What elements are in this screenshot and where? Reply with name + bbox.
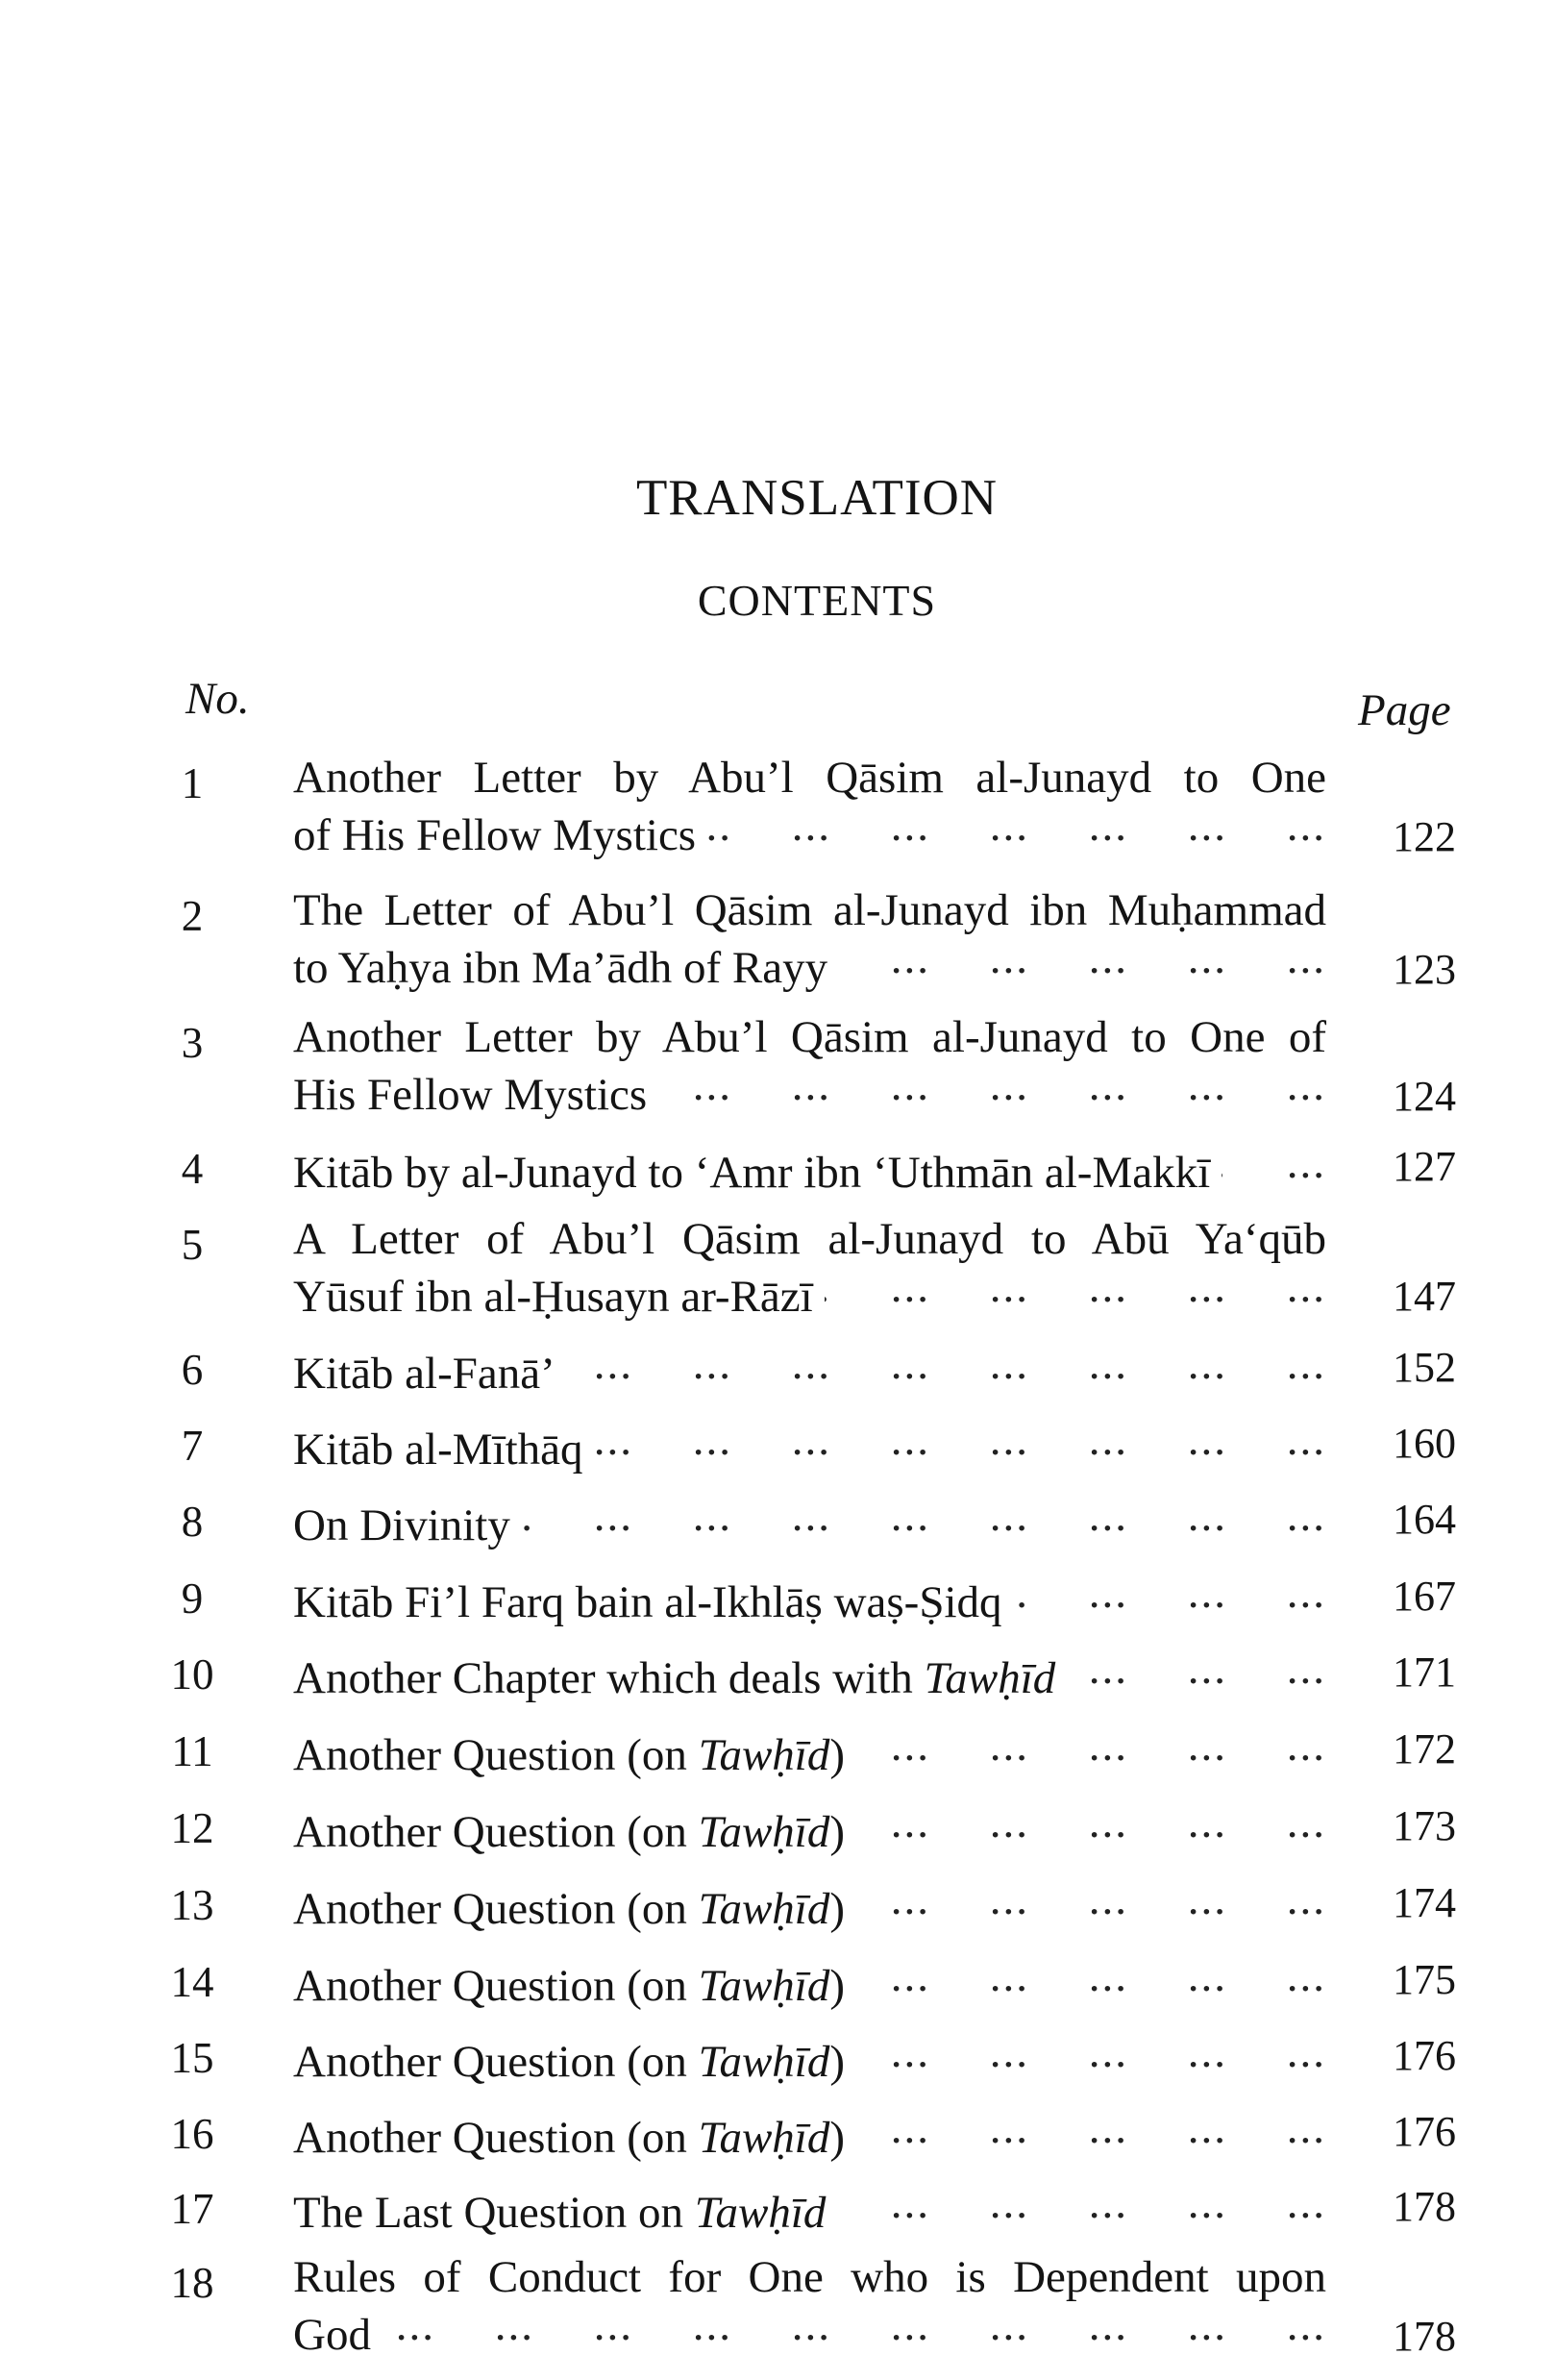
entry-page: 122 xyxy=(1393,813,1456,860)
toc-entry xyxy=(0,1722,1555,1798)
leader-dots xyxy=(856,2028,1326,2076)
leader-dots xyxy=(1067,1645,1326,1693)
entry-number: 5 xyxy=(181,1221,204,1269)
entry-number: 14 xyxy=(170,1958,214,2006)
toc-entry xyxy=(0,2028,1555,2104)
entry-title: Kitāb Fi’l Farq bain al-Ikhlāṣ waṣ-Ṣidq ... . xyxy=(293,1569,1326,1617)
leader-dots xyxy=(1014,1569,1326,1617)
leader-dots xyxy=(522,1492,1326,1540)
entry-page: 123 xyxy=(1393,946,1456,993)
entry-number: 18 xyxy=(170,2259,214,2307)
entry-number: 1 xyxy=(181,759,204,807)
entry-title: The Last Question on Tawḥīd ... . xyxy=(293,2179,1326,2227)
toc-entry xyxy=(0,886,1555,1013)
entry-page: 178 xyxy=(1393,2183,1456,2230)
toc-entry xyxy=(0,1952,1555,2028)
entry-title: Another Question (on Tawḥīd) ... . xyxy=(293,2028,1326,2076)
entry-number: 16 xyxy=(170,2110,214,2158)
entry-title: Another Question (on Tawḥīd) ... . xyxy=(293,1952,1326,2000)
entry-number: 9 xyxy=(181,1574,204,1623)
leader-dots xyxy=(1222,1139,1326,1187)
entry-title: The Letter of Abu’l Qāsim al-Junayd ibn Muḥammad to Yaḥya ibn Ma’ādh of Rayy ... . xyxy=(293,886,1326,982)
entry-number: 11 xyxy=(171,1727,213,1775)
entry-page: 176 xyxy=(1393,2032,1456,2079)
entry-number: 4 xyxy=(181,1145,204,1193)
toc-entry xyxy=(0,1875,1555,1952)
entry-title: Another Letter by Abu’l Qāsim al-Junayd to One of His Fellow Mystics ... . xyxy=(293,754,1326,850)
toc-entry xyxy=(0,2253,1555,2380)
entry-page: 172 xyxy=(1393,1725,1456,1773)
entry-page: 171 xyxy=(1393,1649,1456,1696)
entry-title: Kitāb al-Fanā’ ... . xyxy=(293,1340,1326,1388)
toc-entry xyxy=(0,1569,1555,1645)
entry-title: Another Letter by Abu’l Qāsim al-Junayd to One of His Fellow Mystics ... . xyxy=(293,1013,1326,1109)
toc-entry xyxy=(0,1215,1555,1340)
entry-page: 164 xyxy=(1393,1496,1456,1543)
section-heading: CONTENTS xyxy=(697,576,937,625)
leader-dots xyxy=(856,1952,1326,2000)
leader-dots xyxy=(707,802,1326,850)
entry-number: 12 xyxy=(170,1804,214,1852)
leader-dots xyxy=(383,2301,1326,2349)
entry-page: 167 xyxy=(1393,1573,1456,1620)
entry-title: A Letter of Abu’l Qāsim al-Junayd to Abū Ya‘qūb Yūsuf ibn al-Ḥusayn ar-Rāzī ... . xyxy=(293,1215,1326,1311)
leader-dots xyxy=(856,1798,1326,1847)
leader-dots xyxy=(839,934,1326,982)
column-header-page: Page xyxy=(1358,685,1451,735)
entry-title: Kitāb al-Mīthāq ... . xyxy=(293,1416,1326,1464)
entry-number: 15 xyxy=(170,2034,214,2082)
entry-title: Another Question (on Tawḥīd) ... . xyxy=(293,1875,1326,1923)
leader-dots xyxy=(595,1416,1326,1464)
toc-entry xyxy=(0,1340,1555,1416)
entry-title: On Divinity ... . xyxy=(293,1492,1326,1540)
leader-dots xyxy=(567,1340,1326,1388)
entry-page: 175 xyxy=(1393,1956,1456,2003)
entry-page: 160 xyxy=(1393,1420,1456,1467)
leader-dots xyxy=(825,1263,1326,1311)
entry-number: 7 xyxy=(181,1422,204,1470)
column-header-number: No. xyxy=(185,674,250,724)
entry-number: 2 xyxy=(181,892,204,940)
leader-dots xyxy=(837,2179,1326,2227)
entry-page: 178 xyxy=(1393,2313,1456,2360)
entry-title: Another Question (on Tawḥīd) ... . xyxy=(293,2104,1326,2152)
page-title: TRANSLATION xyxy=(635,470,999,526)
entry-number: 10 xyxy=(170,1650,214,1698)
entry-number: 8 xyxy=(181,1498,204,1546)
entry-page: 176 xyxy=(1393,2108,1456,2155)
entry-number: 17 xyxy=(170,2185,214,2233)
toc-entry xyxy=(0,1416,1555,1492)
entry-number: 3 xyxy=(181,1019,204,1067)
toc-entry xyxy=(0,1013,1555,1139)
toc-entry xyxy=(0,754,1555,886)
entry-page: 124 xyxy=(1393,1073,1456,1120)
entry-title: Kitāb by al-Junayd to ‘Amr ibn ‘Uthmān al-Makkī ... . xyxy=(293,1139,1326,1187)
entry-title: Another Question (on Tawḥīd) ... . xyxy=(293,1722,1326,1770)
toc-entry xyxy=(0,1139,1555,1215)
leader-dots xyxy=(658,1061,1326,1109)
entry-title: Another Chapter which deals with Tawḥīd ... . xyxy=(293,1645,1326,1693)
entry-page: 152 xyxy=(1393,1344,1456,1391)
leader-dots xyxy=(856,1722,1326,1770)
leader-dots xyxy=(856,1875,1326,1923)
entry-page: 173 xyxy=(1393,1802,1456,1849)
leader-dots xyxy=(856,2104,1326,2152)
entry-number: 13 xyxy=(170,1881,214,1929)
entry-title: Rules of Conduct for One who is Dependent upon God ... . xyxy=(293,2253,1326,2349)
entry-number: 6 xyxy=(181,1346,204,1394)
toc-entry xyxy=(0,1645,1555,1722)
toc-entry xyxy=(0,1492,1555,1569)
contents-list xyxy=(0,754,1555,2380)
entry-page: 127 xyxy=(1393,1143,1456,1190)
toc-entry xyxy=(0,1798,1555,1875)
entry-page: 147 xyxy=(1393,1273,1456,1320)
entry-title: Another Question (on Tawḥīd) ... . xyxy=(293,1798,1326,1847)
toc-entry xyxy=(0,2104,1555,2179)
entry-page: 174 xyxy=(1393,1879,1456,1926)
toc-entry xyxy=(0,2179,1555,2253)
